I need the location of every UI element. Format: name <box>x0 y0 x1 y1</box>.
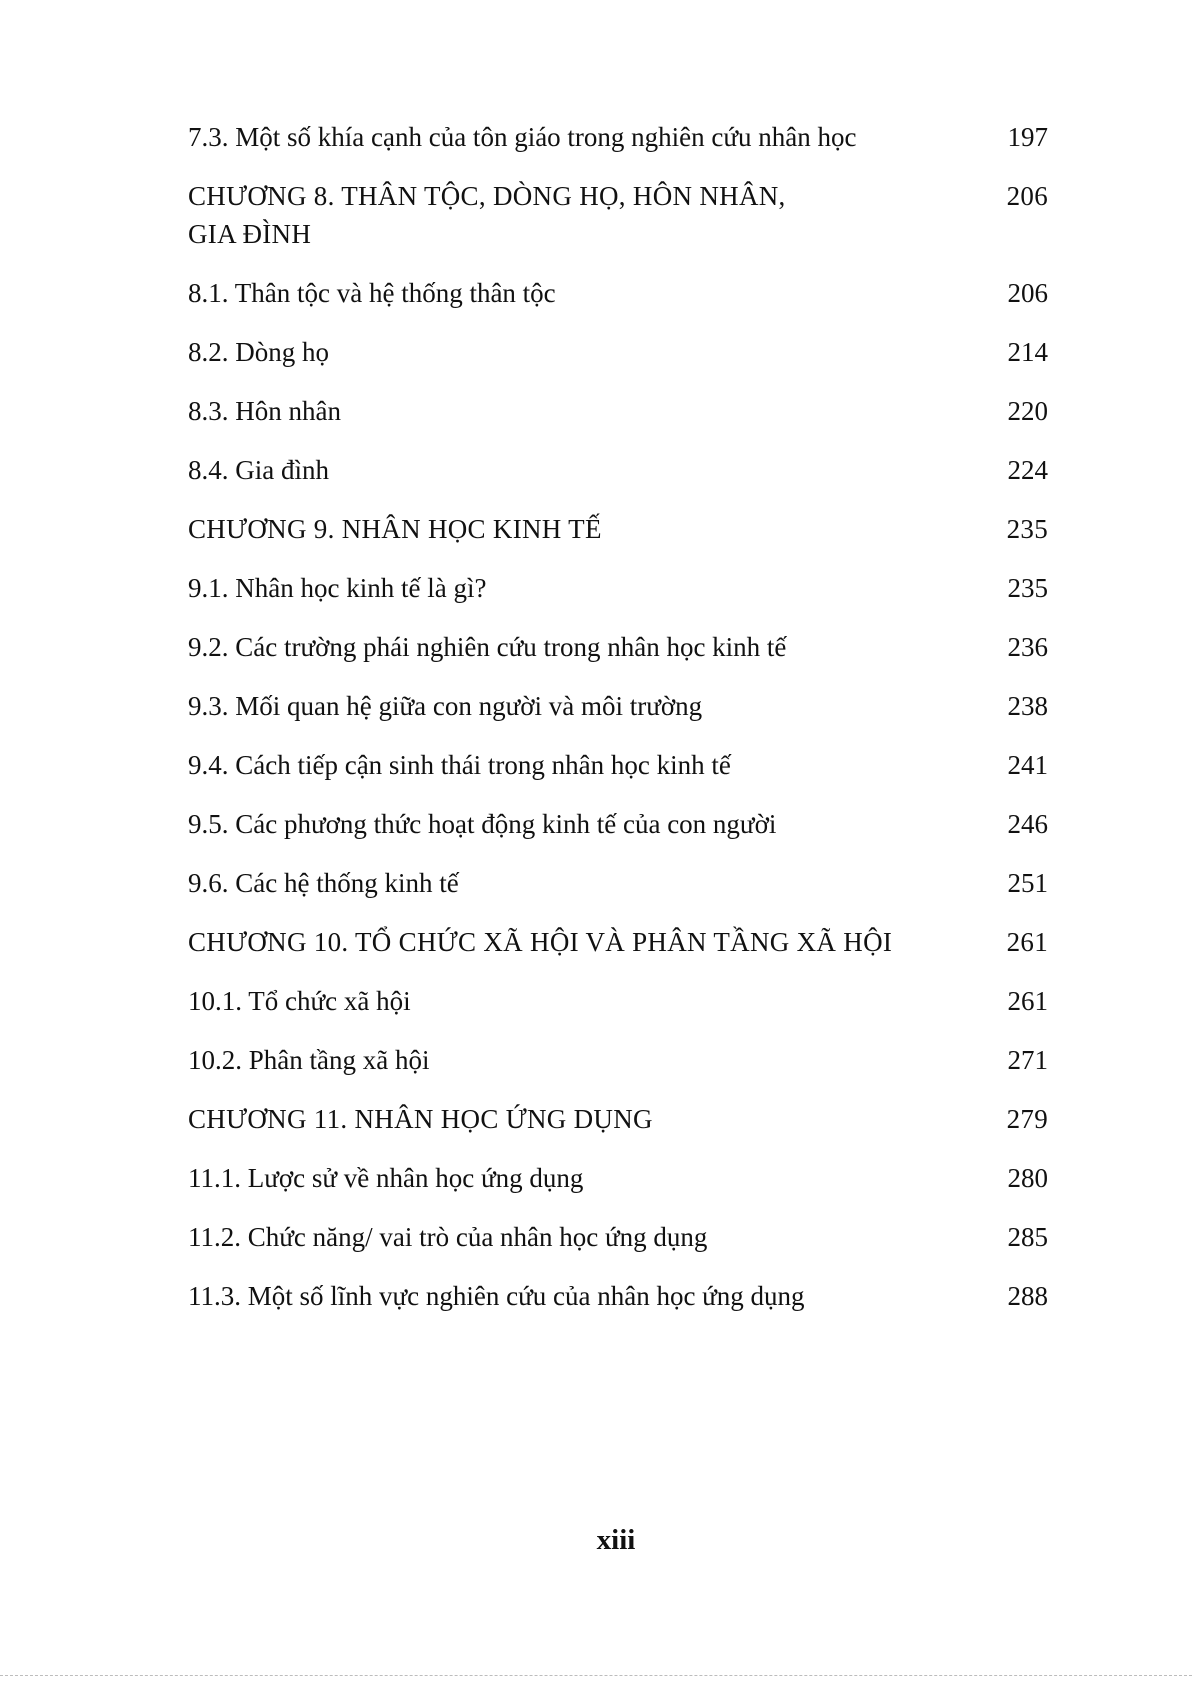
toc-entry <box>188 687 1048 725</box>
toc-entry-page: 238 <box>1007 691 1048 721</box>
toc-chapter-entry <box>188 510 1048 548</box>
toc-entry <box>188 1218 1048 1256</box>
toc-entry-title: 10.2. Phân tầng xã hội <box>188 1045 430 1075</box>
toc-entry-page: 288 <box>1007 1281 1048 1311</box>
toc-entry-title: 11.2. Chức năng/ vai trò của nhân học ứng dụng <box>188 1222 708 1252</box>
toc-entry-page: 224 <box>1007 455 1048 485</box>
toc-entry-page: 280 <box>1007 1163 1048 1193</box>
toc-entry-page: 285 <box>1007 1222 1048 1252</box>
page-edge-divider <box>0 1675 1192 1676</box>
toc-chapter-title: CHƯƠNG 10. TỔ CHỨC XÃ HỘI VÀ PHÂN TẦNG XÃ HỘI <box>188 927 893 957</box>
toc-entry <box>188 746 1048 784</box>
toc-entry <box>188 628 1048 666</box>
toc-entry-title: 9.2. Các trường phái nghiên cứu trong nhân học kinh tế <box>188 632 787 662</box>
toc-entry <box>188 333 1048 371</box>
toc-entry <box>188 864 1048 902</box>
toc-entry-title: 9.5. Các phương thức hoạt động kinh tế của con người <box>188 809 777 839</box>
toc-entry-title: 11.1. Lược sử về nhân học ứng dụng <box>188 1163 584 1193</box>
toc-entry <box>188 982 1048 1020</box>
toc-entry-title: 9.1. Nhân học kinh tế là gì? <box>188 573 487 603</box>
toc-entry-title: 8.4. Gia đình <box>188 455 329 485</box>
toc-entry <box>188 569 1048 607</box>
toc-entry-title: 11.3. Một số lĩnh vực nghiên cứu của nhân học ứng dụng <box>188 1281 805 1311</box>
toc-chapter-title: CHƯƠNG 9. NHÂN HỌC KINH TẾ <box>188 514 602 544</box>
toc-entry-page: 220 <box>1007 396 1048 426</box>
toc-entry-page: 235 <box>1007 573 1048 603</box>
toc-entry-page: 236 <box>1007 632 1048 662</box>
page-number: xiii <box>596 1524 636 1556</box>
toc-entry-title: 9.6. Các hệ thống kinh tế <box>188 868 459 898</box>
toc-entry <box>188 1159 1048 1197</box>
toc-chapter-entry <box>188 1100 1048 1138</box>
toc-entry <box>188 805 1048 843</box>
table-of-contents <box>188 118 1048 1336</box>
toc-entry-title: 9.4. Cách tiếp cận sinh thái trong nhân học kinh tế <box>188 750 731 780</box>
toc-chapter-title: CHƯƠNG 11. NHÂN HỌC ỨNG DỤNG <box>188 1104 653 1134</box>
toc-entry-page: 214 <box>1007 337 1048 367</box>
toc-entry <box>188 1041 1048 1079</box>
toc-entry-page: 241 <box>1007 750 1048 780</box>
toc-chapter-title: CHƯƠNG 8. THÂN TỘC, DÒNG HỌ, HÔN NHÂN, GIA ĐÌNH <box>188 181 786 249</box>
toc-chapter-entry <box>188 177 1048 253</box>
toc-entry-page: 197 <box>1007 122 1048 152</box>
toc-entry-page: 251 <box>1007 868 1048 898</box>
toc-entry <box>188 274 1048 312</box>
toc-entry-page: 246 <box>1007 809 1048 839</box>
toc-entry-page: 279 <box>1006 1104 1048 1134</box>
toc-entry-page: 271 <box>1007 1045 1048 1075</box>
toc-entry-page: 261 <box>1007 986 1048 1016</box>
toc-chapter-entry <box>188 923 1048 961</box>
toc-entry-page: 235 <box>1006 514 1048 544</box>
toc-entry-title: 9.3. Mối quan hệ giữa con người và môi trường <box>188 691 703 721</box>
toc-entry-page: 206 <box>1007 278 1048 308</box>
toc-entry <box>188 118 1048 156</box>
toc-entry <box>188 1277 1048 1315</box>
toc-entry-title: 8.2. Dòng họ <box>188 337 329 367</box>
toc-entry <box>188 451 1048 489</box>
toc-entry-title: 10.1. Tổ chức xã hội <box>188 986 411 1016</box>
toc-entry-title: 7.3. Một số khía cạnh của tôn giáo trong nghiên cứu nhân học <box>188 122 857 152</box>
toc-entry <box>188 392 1048 430</box>
toc-entry-title: 8.1. Thân tộc và hệ thống thân tộc <box>188 278 556 308</box>
toc-entry-page: 261 <box>1006 927 1048 957</box>
toc-entry-page: 206 <box>1006 181 1048 211</box>
toc-entry-title: 8.3. Hôn nhân <box>188 396 341 426</box>
